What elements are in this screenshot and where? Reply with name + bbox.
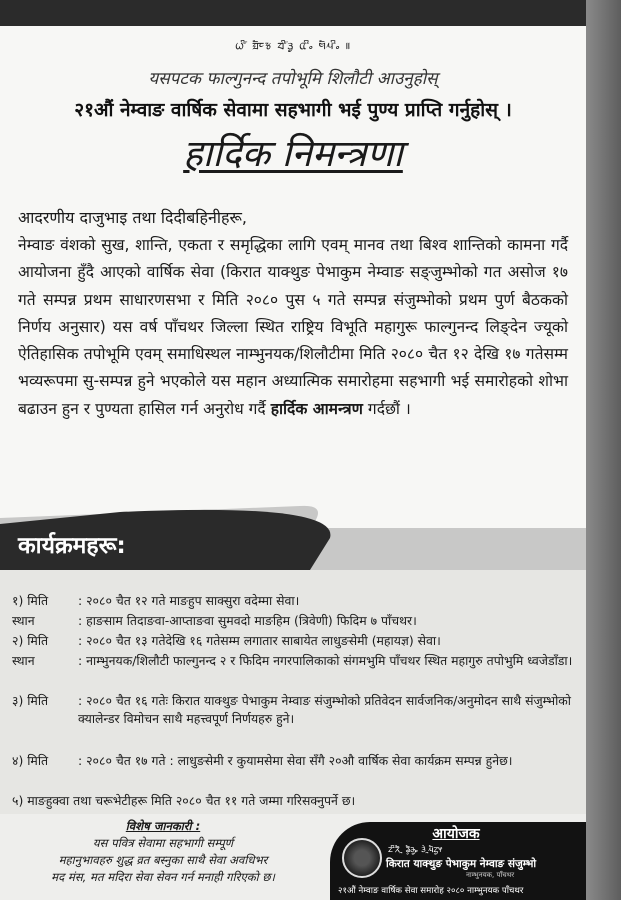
row-value: : हाङसाम तिदाङवा-आप्ताङवा सुमवदो माङहिम (त्रिवेणी) फिदिम ७ पाँचथर।	[78, 613, 417, 628]
special-info-line: यस पवित्र सेवामा सहभागी सम्पूर्ण	[92, 836, 234, 850]
organizer-limbu-name: ᤁᤡᤖᤠᤳ ᤕᤠᤲᤌᤢᤱ ᤋᤧᤳᤘᤠᤁᤢᤶ	[388, 844, 443, 855]
row-value: : नाम्भुनयक/शिलौटी फाल्गुनन्द २ र फिदिम नगरपालिकाको संगमभुमि पाँचथर स्थित महागुरु तपोभुमि ध्वजेडाँडा।	[78, 653, 573, 668]
row-value: : २०८० चैत १२ गते माङहुप साक्सुरा वदेम्मा सेवा।	[78, 593, 300, 608]
row-label: २) मिति	[12, 633, 49, 648]
row-value: : २०८० चैत १७ गते : लाधुङसेमी र कुयामसेमा सेवा सँगै २०औ वार्षिक सेवा कार्यक्रम सम्पन्न हुनेछ।	[78, 753, 513, 768]
letter-greeting: आदरणीय दाजुभाइ तथा दिदीबहिनीहरू,	[18, 208, 247, 227]
row-label: १) मिति	[12, 593, 49, 608]
special-info	[8, 818, 318, 886]
row-label: ४) मिति	[12, 753, 49, 768]
top-dark-bar	[0, 0, 586, 26]
letter-emphasis: हार्दिक आमन्त्रण	[270, 399, 363, 418]
limbu-script-line: ᤐᤡ᤺ ᤀᤠᤰᤃ ᤔᤡ᤺ᤋᤢ ᤂᤡᤱ ᤗᤠᤘᤡᤱ ॥	[235, 38, 351, 53]
organizer-title: आयोजक	[432, 826, 480, 842]
special-info-heading: विशेष जानकारी :	[125, 819, 201, 833]
organizer-address: नाम्भुनयक, पाँचथर	[466, 871, 515, 879]
organization-seal-icon	[342, 838, 382, 878]
program-note: ५) माङहुक्वा तथा चरूभेटीहरू मिति २०८० चैत ११ गते जम्मा गरिसक्नुपर्ने छ।	[12, 793, 356, 808]
page-title: हार्दिक निमन्त्रणा	[183, 132, 403, 175]
organizer-event-line: २१औं नेम्वाङ वार्षिक सेवा समारोह २०८० नाम्भुनयक पाँचथर	[338, 886, 524, 896]
letter-closing: गर्दछौं ।	[367, 399, 411, 418]
special-info-line: महानुभावहरु शुद्ध व्रत बस्नुका साथै सेवा अवधिभर	[58, 853, 268, 867]
special-info-line: मद मंस, मत मदिरा सेवा सेवन गर्न मनाही गरिएको छ।	[51, 870, 275, 884]
row-value: : २०८० चैत १३ गतेदेखि १६ गतेसम्म लगातार साबायेत लाधुङसेमी (महायज्ञ) सेवा।	[78, 633, 441, 648]
letter-body	[18, 232, 568, 423]
row-label: ३) मिति	[12, 693, 49, 708]
subtitle-annual-service: २१औं नेम्वाङ वार्षिक सेवामा सहभागी भई पुण्य प्राप्ति गर्नुहोस् ।	[74, 99, 512, 121]
program-heading: कार्यक्रमहरू:	[18, 533, 126, 559]
row-label: स्थान	[12, 613, 35, 628]
row-label: स्थान	[12, 653, 35, 668]
subtitle-invite-location: यसपटक फाल्गुनन्द तपोभूमि शिलौटी आउनुहोस्	[148, 69, 438, 89]
letter-body-text: नेम्वाङ वंशको सुख, शान्ति, एकता र समृद्धिका लागि एवम् मानव तथा बिश्व शान्तिको कामना गर्दै आयोजना हुँदै आएको वार्षिक सेवा (किरात याक्थुङ पेभाकुम नेम्वाङ सङ्जुम्भोको गत असोज १७ गते सम्पन्न प्रथम साधारणसभा र मिति २०८० पुस ५ गते सम्पन्न संजुम्भोको प्रथम पुर्ण बैठकको निर्णय अनुसार) यस वर्ष पाँचथर जिल्ला स्थित राष्ट्रिय विभूति महागुरू फाल्गुनन्द लिङ्देन ज्यूको ऐतिहासिक तपोभूमि एवम् समाधिस्थल नाम्भुनयक/शिलौटीमा मिति २०८० चैत १२ देखि १७ गतेसम्म भव्यरूपमा सु-सम्पन्न हुने भएकोले यस महान अध्यात्मिक समारोहमा सहभागी भई समारोहको शोभा बढाउन हुन र पुण्यता हासिल गर्न अनुरोध गर्दै	[18, 236, 568, 418]
organizer-name: किरात याक्थुङ पेभाकुम नेम्वाङ संजुम्भो	[386, 858, 537, 870]
row-value: : २०८० चैत १६ गतेः किरात याक्थुङ पेभाकुम नेम्वाङ संजुम्भोको प्रतिवेदन सार्वजनिक/अनुमोदन साथै संजुम्भोको क्यालेन्डर विमोचन साथै महत्त्वपूर्ण निर्णयहरु हुने।	[78, 693, 571, 726]
right-edge-strip	[586, 0, 621, 900]
